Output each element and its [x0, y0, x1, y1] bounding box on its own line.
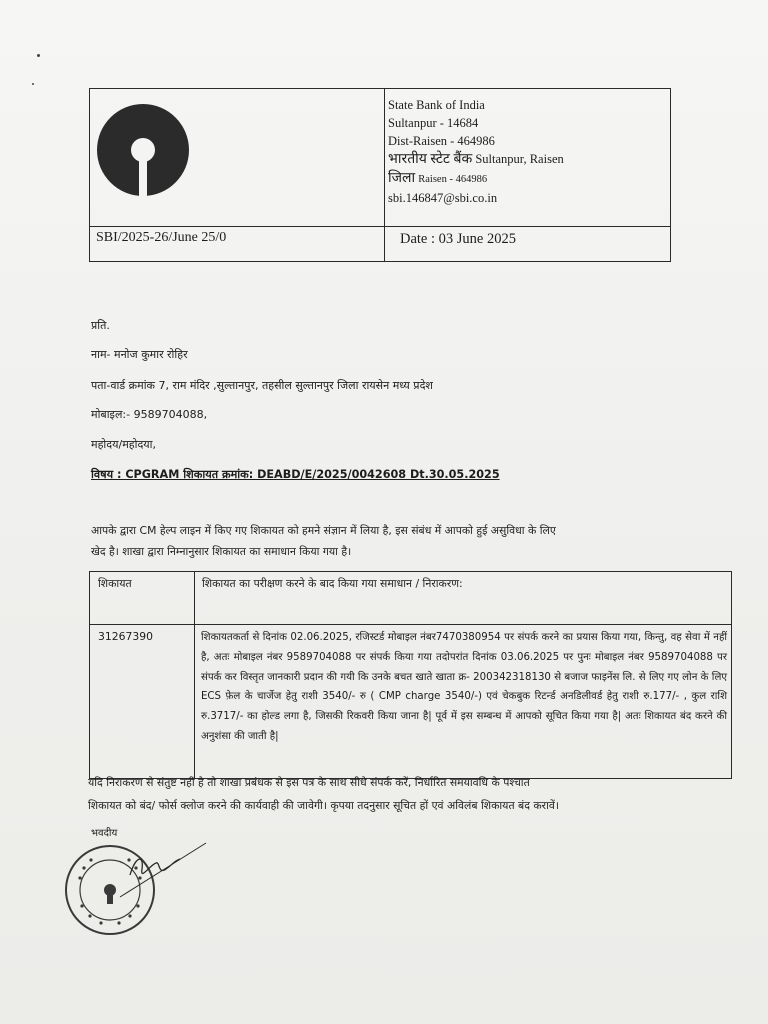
complaint-table: [89, 571, 732, 779]
divider: [384, 89, 385, 261]
branch-address: [388, 96, 668, 207]
table-divider: [90, 624, 731, 625]
district-line: Dist-Raisen - 464986: [388, 134, 495, 148]
salutation: महोदय/महोदया,: [91, 438, 157, 451]
sign-off: भवदीय: [91, 828, 118, 839]
table-header-resolution: शिकायत का परीक्षण करने के बाद किया गया समाधान / निराकरण:: [202, 577, 463, 590]
closing-line: यदि निराकरण से संतुष्ट नहीं है तो शाखा प्रबंधक से इस पत्र के साथ सीधे संपर्क करें, निर्धारित समयावधि के पश्चात: [88, 776, 530, 789]
sbi-logo-icon: [96, 103, 190, 197]
bank-name-hindi-place: Sultanpur, Raisen: [475, 152, 564, 166]
zila-line: [388, 169, 668, 189]
reference-number: SBI/2025-26/June 25/0: [96, 230, 227, 245]
paper-speck: [32, 83, 34, 85]
table-divider: [194, 572, 195, 778]
letterhead-box: [89, 88, 671, 262]
signature-icon: [100, 835, 220, 915]
intro-line: खेद है। शाखा द्वारा निम्नानुसार शिकायत का समाधान किया गया है।: [91, 545, 352, 558]
resolution-text: शिकायतकर्ता से दिनांक 02.06.2025, रजिस्टर्ड मोबाइल नंबर7470380954 पर संपर्क करने का प्रयास किया गया, किन्तु, वह सेवा में नहीं है, अतः मोबाइल नंबर 9589704088 पर संपर्क किया गया तदोपरांत दिनांक 03.06.2025 पर पुनः मोबाइल नंबर 9589704088 पर संपर्क कर विस्तृत जानकारी प्रदान की गयी कि उनके बचत खाते खाता क्र- 200342318130 से बजाज फाइनेंस लि. से लिए गए लोन के लिए ECS फ़ेल के चार्जेज हेतु राशी 3540/- रु ( CMP charge 3540/-) एवं चेकबुक रिटर्न्ड अनडिलीवर्ड हेतु राशी रु.177/- , कुल राशि रु.3717/- का होल्ड लगा है, जिसकी रिकवरी किया जाना है| पूर्व में इस सम्बन्ध में आपको सूचित किया गया है| अतः शिकायत बंद करने की अनुशंसा की जाती है|: [201, 632, 727, 742]
intro-paragraph: [91, 520, 691, 562]
prati-label: प्रति.: [91, 319, 110, 332]
closing-line: शिकायत को बंद/ फोर्स क्लोज करने की कार्यवाही की जावेगी। कृपया तदनुसार सूचित हों एवं अविलंब शिकायत बंद करावें।: [88, 799, 559, 812]
recipient-name: नाम- मनोज कुमार रोहिर: [91, 348, 188, 361]
letter-subject: विषय : CPGRAM शिकायत क्रमांक: DEABD/E/2025/0042608 Dt.30.05.2025: [91, 468, 500, 481]
table-header-complaint: शिकायत: [98, 577, 132, 590]
letter-date: Date : 03 June 2025: [400, 231, 516, 247]
recipient-address: पता-वार्ड क्रमांक 7, राम मंदिर ,सुल्तानपुर, तहसील सुल्तानपुर जिला रायसेन मध्य प्रदेश: [91, 379, 433, 392]
complaint-number: 31267390: [98, 630, 153, 643]
bank-name: State Bank of India: [388, 98, 485, 112]
closing-paragraph: [88, 771, 728, 817]
branch-line: Sultanpur - 14684: [388, 116, 479, 130]
paper-speck: [37, 54, 40, 57]
branch-email: sbi.146847@sbi.co.in: [388, 191, 498, 205]
zila-label: जिला: [388, 171, 416, 186]
divider: [90, 226, 670, 227]
intro-line: आपके द्वारा CM हेल्प लाइन में किए गए शिकायत को हमने संज्ञान में लिया है, इस संबंध में आपको हुई असुविधा के लिए: [91, 524, 556, 537]
bank-name-hindi-line: [388, 150, 668, 169]
zila-value: Raisen - 464986: [418, 174, 488, 185]
bank-name-hindi: भारतीय स्टेट बैंक: [388, 152, 473, 167]
recipient-mobile: मोबाइल:- 9589704088,: [91, 408, 208, 421]
